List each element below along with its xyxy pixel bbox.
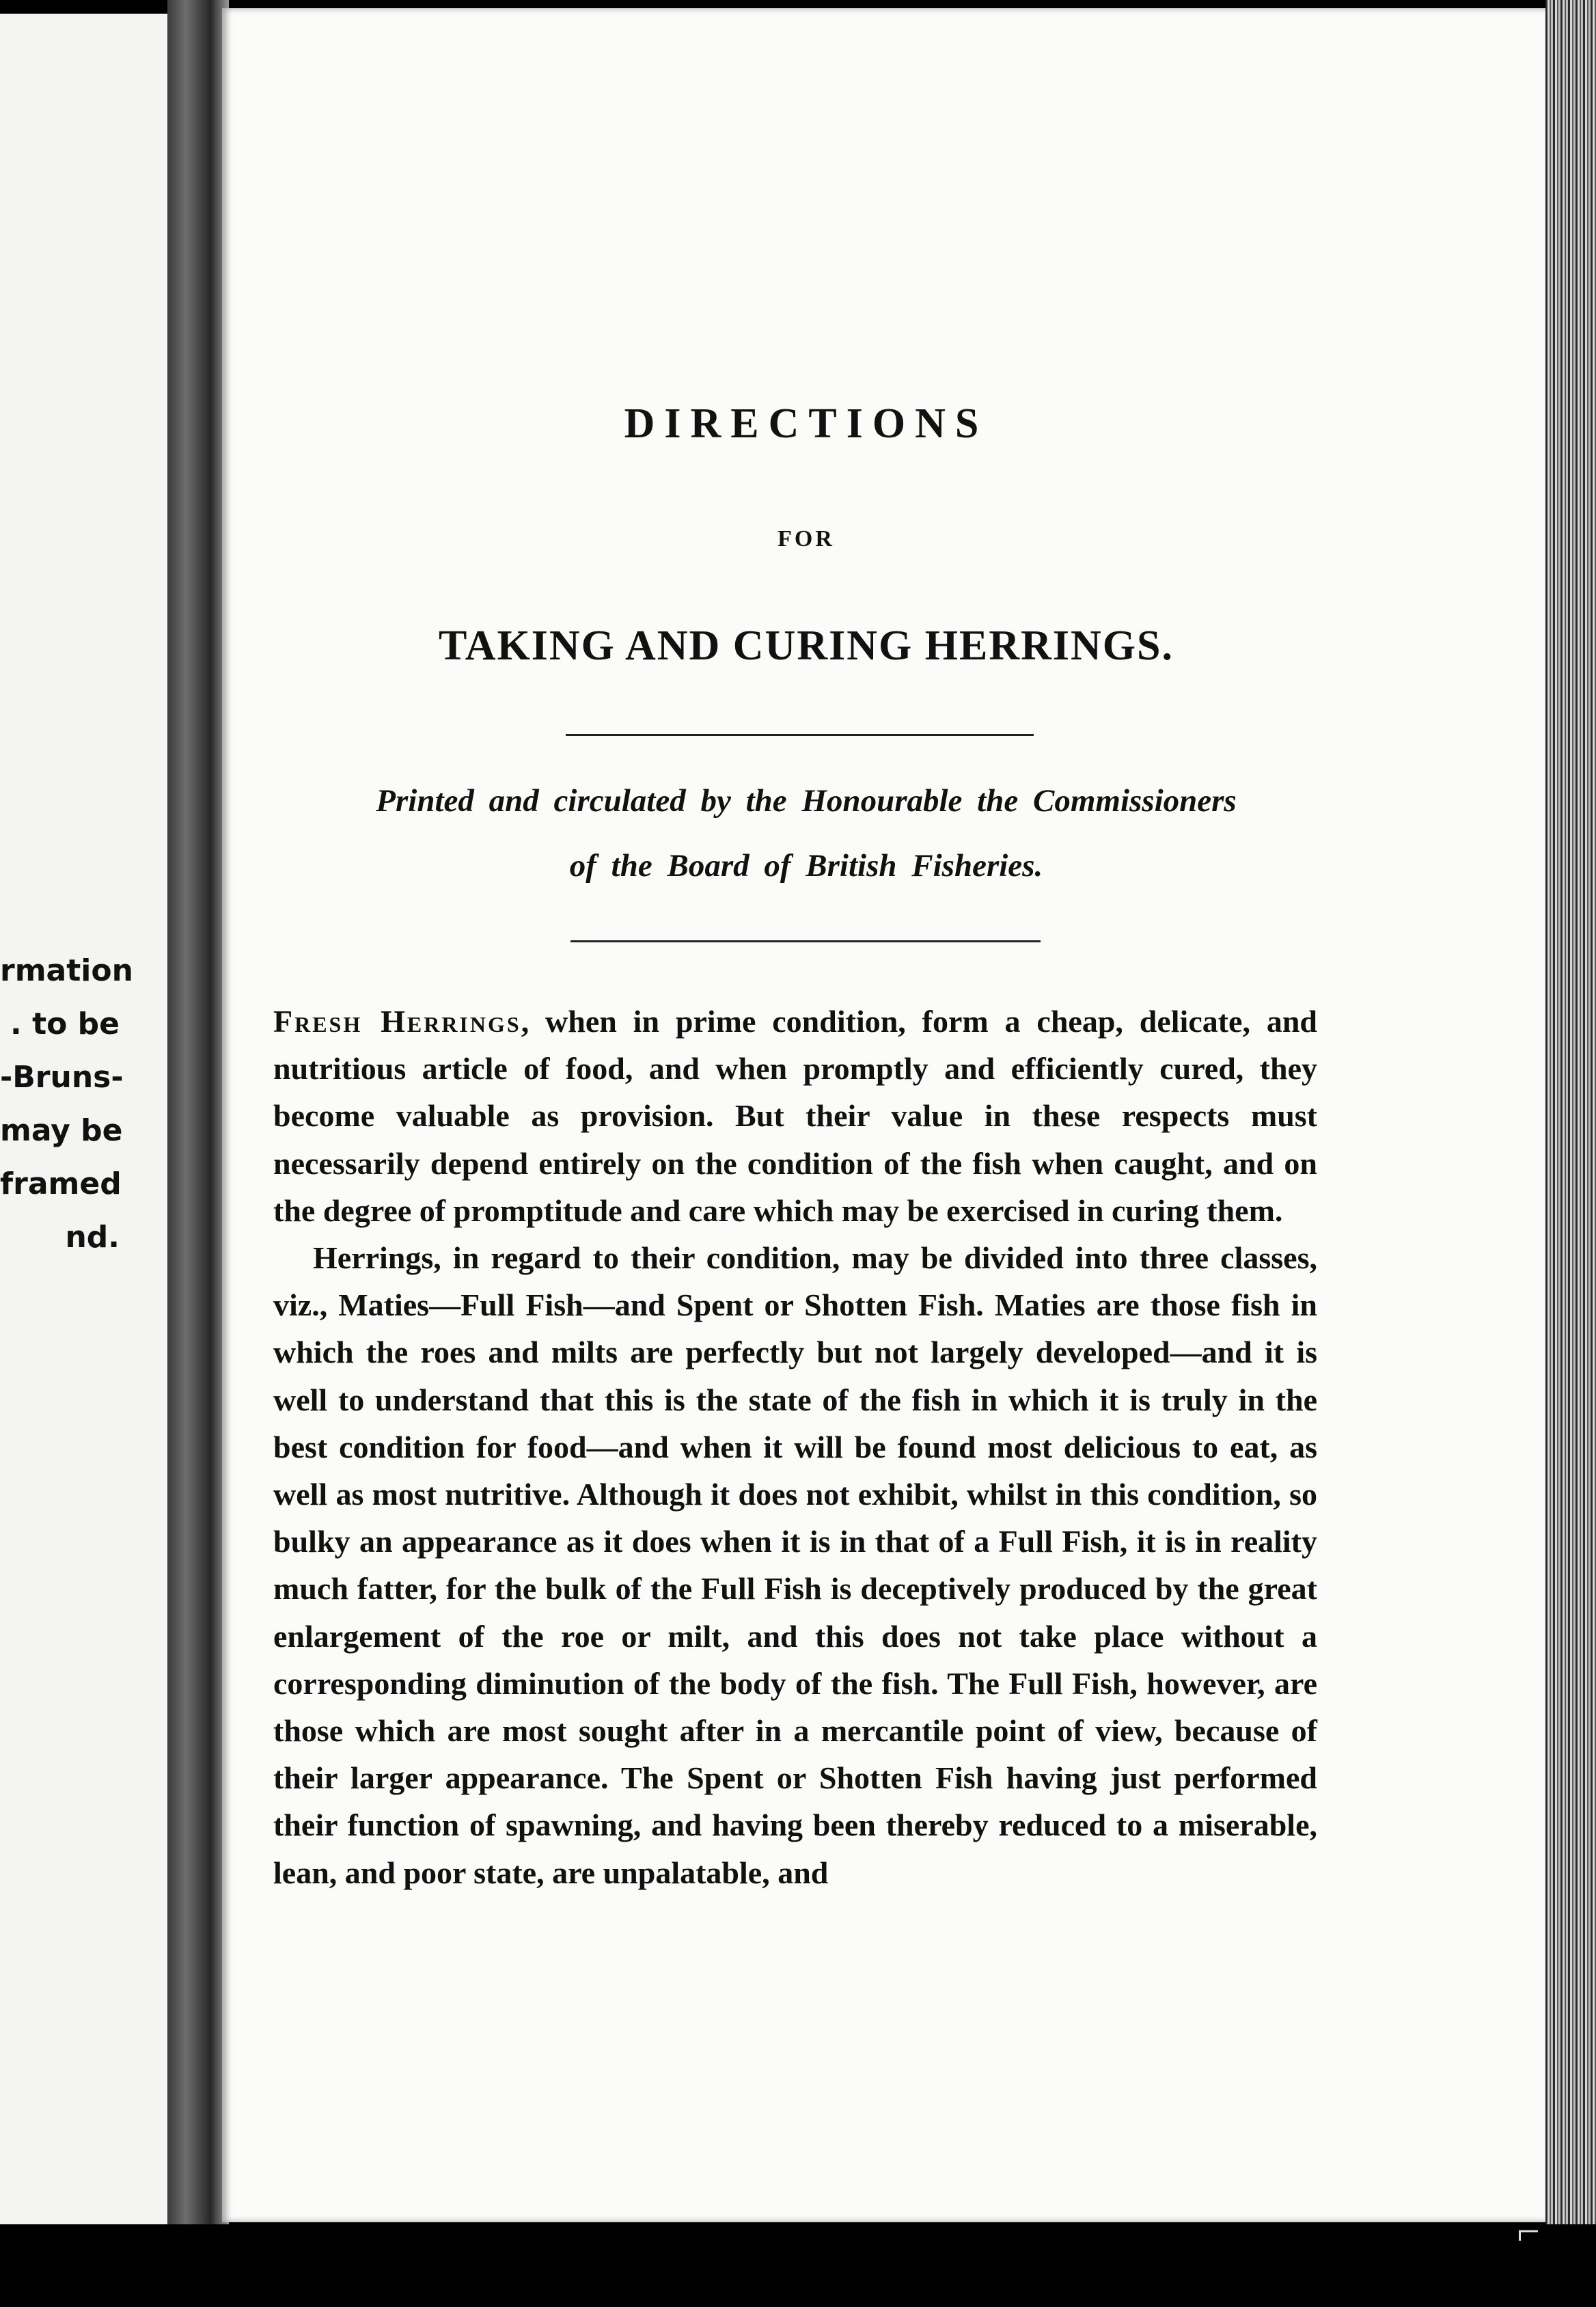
paragraph: Herrings, in regard to their condition, may be divided into three classes, viz., Maties—Full Fish—and Spent or Shotten Fish. Maties are those fish in which the roes and milts are perfectly but not largely developed—and it is well to understand that this is the state of the fish in which it is truly in the best condition for food—and when it will be found most delicious to eat, as well as most nutritive. Although it does not exhibit, whilst in this condition, so bulky an appearance as it does when it is in that of a Full Fish, it is in reality much fatter, for the bulk of the Full Fish is deceptively produced by the great enlargement of the roe or milt, and this does not take place without a corresponding diminution of the body of the fish. The Full Fish, however, are those which are most sought after in a mercantile point of view, because of their larger appearance. The Spent or Shotten Fish having just performed their function of spawning, and having been thereby reduced to a miserable, lean, and poor state, are unpalatable, and	[273, 1240, 1317, 1890]
left-fragment-line: rmation	[0, 953, 133, 988]
attribution-line: Printed and circulated by the Honourable the Commissioners	[376, 783, 1237, 819]
document-title: DIRECTIONS	[624, 400, 989, 447]
attribution-line: of the Board of British Fisheries.	[569, 848, 1043, 884]
left-page-text-fragments	[0, 944, 133, 1264]
left-fragment-line: . to be	[10, 1007, 120, 1041]
book-gutter	[167, 0, 229, 2269]
paragraph-lead: Fresh Herrings	[273, 1004, 521, 1039]
page-edges	[1545, 0, 1596, 2248]
paragraph	[273, 998, 1317, 1234]
scan-border	[0, 2224, 1596, 2307]
left-fragment-line: framed	[0, 1166, 122, 1201]
left-fragment-line: may be	[0, 1113, 123, 1148]
body-text	[273, 998, 1317, 1896]
paragraph-text: , when in prime condition, form a cheap, delicate, and nutritious article of food, and when promptly and efficiently cured, they become valuable as provision. But their value in these respects must necessarily depend entirely on the condition of the fish when caught, and on the degree of promptitude and care which may be exercised in curing them.	[273, 1004, 1317, 1228]
title-connector: FOR	[778, 526, 835, 551]
left-fragment-line: nd.	[65, 1220, 120, 1255]
page-corner-icon: ⌐	[1517, 2209, 1540, 2254]
document-subtitle: TAKING AND CURING HERRINGS.	[439, 623, 1174, 669]
divider-rule	[566, 734, 1034, 736]
divider-rule	[570, 940, 1041, 942]
left-fragment-line: -Bruns-	[0, 1060, 124, 1095]
